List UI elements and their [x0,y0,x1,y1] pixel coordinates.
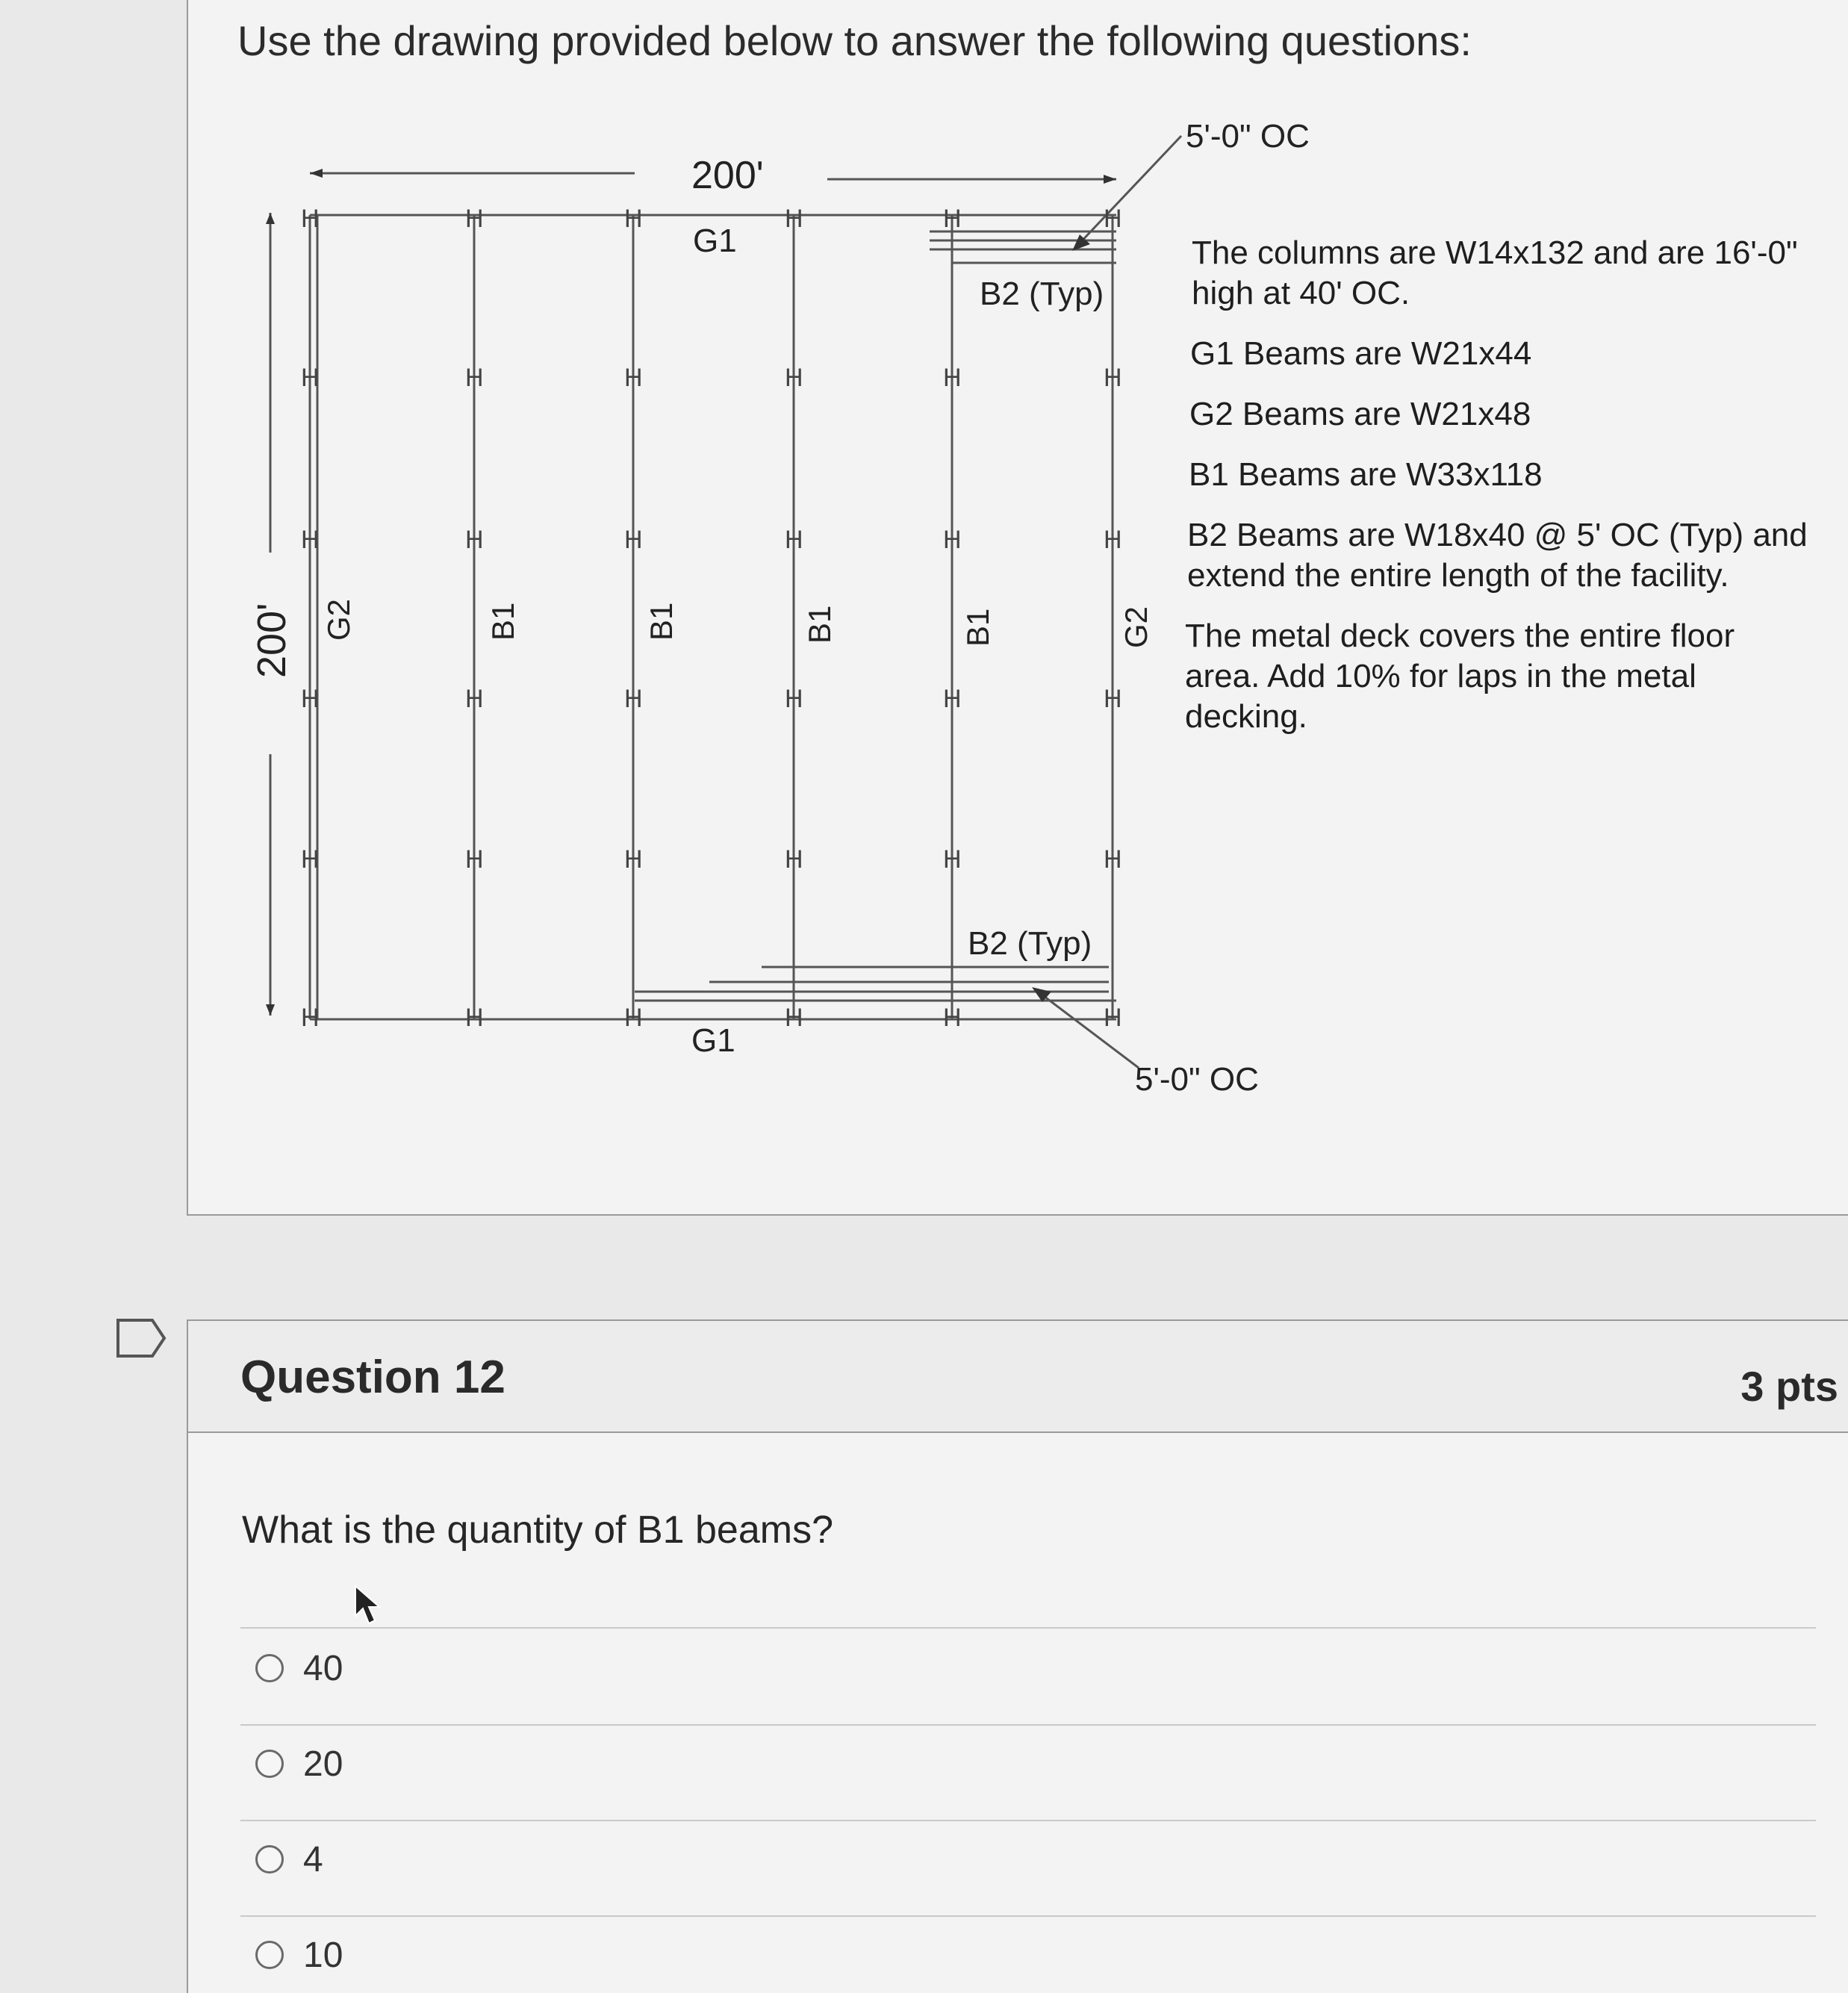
column-marker: H [465,1004,484,1032]
column-marker: H [1104,1004,1122,1032]
intro-text: Use the drawing provided below to answer the following questions: [237,17,1472,64]
column-marker: H [465,685,484,713]
g2-left-label: G2 [321,598,356,641]
g1-bottom-label: G1 [691,1022,735,1059]
column-marker: H [785,526,803,554]
column-marker: H [785,685,803,713]
column-marker: H [301,364,320,392]
question-header [188,1321,1848,1433]
answer-divider [240,1724,1816,1726]
column-marker: H [465,845,484,874]
column-marker: H [943,364,962,392]
column-marker: H [301,685,320,713]
column-marker: H [465,526,484,554]
column-marker: H [943,1004,962,1032]
answer-option-2[interactable] [255,1738,343,1790]
column-marker: H [785,1004,803,1032]
oc-bottom-leader [1038,992,1139,1068]
column-marker: H [301,845,320,874]
column-marker: H [301,526,320,554]
column-marker: H [785,845,803,874]
note-deck: The metal deck covers the entire floor area. Add 10% for laps in the metal decking. [1185,618,1735,735]
question-panel [187,1319,1848,1993]
dim-height-arrow-top [266,213,275,224]
oc-top-label: 5'-0" OC [1186,118,1310,155]
answer-divider [240,1915,1816,1917]
b1-label-2: B1 [644,602,679,641]
dim-width-arrow-right [1104,175,1116,184]
note-b1: B1 Beams are W33x118 [1189,456,1543,493]
flag-question-icon[interactable] [115,1317,167,1359]
column-marker: H [301,205,320,233]
dim-height-arrow-bottom [266,1004,275,1016]
answer-option-3[interactable] [255,1833,323,1885]
answer-option-1[interactable] [255,1642,343,1694]
answer-label: 4 [303,1839,323,1879]
answer-divider [240,1820,1816,1821]
radio-button[interactable] [255,1654,284,1682]
answer-label: 10 [303,1935,343,1975]
column-marker: H [1104,205,1122,233]
dim-width-arrow-left [310,169,323,178]
column-marker: H [465,364,484,392]
note-g2: G2 Beams are W21x48 [1189,396,1531,432]
column-marker: H [624,364,643,392]
column-marker: H [943,685,962,713]
column-marker: H [785,364,803,392]
g2-right-label: G2 [1119,606,1154,648]
column-marker: H [785,205,803,233]
dim-width-label: 200' [691,154,764,197]
column-marker: H [624,685,643,713]
oc-top-leader [1075,136,1181,248]
column-marker: H [943,205,962,233]
dim-height-label: 200' [249,603,294,678]
column-marker: H [624,526,643,554]
question-prompt: What is the quantity of B1 beams? [242,1508,833,1552]
b2-bottom-label: B2 (Typ) [968,925,1092,962]
question-points: 3 pts [1740,1363,1838,1410]
radio-button[interactable] [255,1941,284,1969]
column-marker: H [301,1004,320,1032]
radio-button[interactable] [255,1845,284,1874]
b1-label-1: B1 [485,602,520,641]
column-marker: H [1104,364,1122,392]
column-marker: H [465,205,484,233]
answer-label: 40 [303,1648,343,1688]
b2-top-label: B2 (Typ) [980,276,1104,312]
column-marker: H [943,526,962,554]
note-columns: The columns are W14x132 and are 16'-0" high at 40' OC. [1192,234,1798,311]
b1-label-4: B1 [960,608,995,647]
oc-bottom-label: 5'-0" OC [1135,1061,1259,1098]
column-marker: H [624,205,643,233]
note-g1: G1 Beams are W21x44 [1190,335,1532,372]
column-marker: H [624,1004,643,1032]
b1-label-3: B1 [802,605,837,644]
mouse-cursor-icon [354,1585,384,1626]
answer-divider [240,1627,1816,1629]
column-marker: H [1104,526,1122,554]
note-b2: B2 Beams are W18x40 @ 5' OC (Typ) and extend the entire length of the facility. [1187,517,1808,594]
answer-option-4[interactable] [255,1929,343,1981]
column-marker: H [1104,685,1122,713]
g1-top-label: G1 [693,223,737,259]
answer-label: 20 [303,1744,343,1784]
column-marker: H [1104,845,1122,874]
question-title: Question 12 [240,1352,505,1403]
radio-button[interactable] [255,1750,284,1778]
column-marker: H [943,845,962,874]
column-marker: H [624,845,643,874]
column-markers [301,205,1122,1032]
